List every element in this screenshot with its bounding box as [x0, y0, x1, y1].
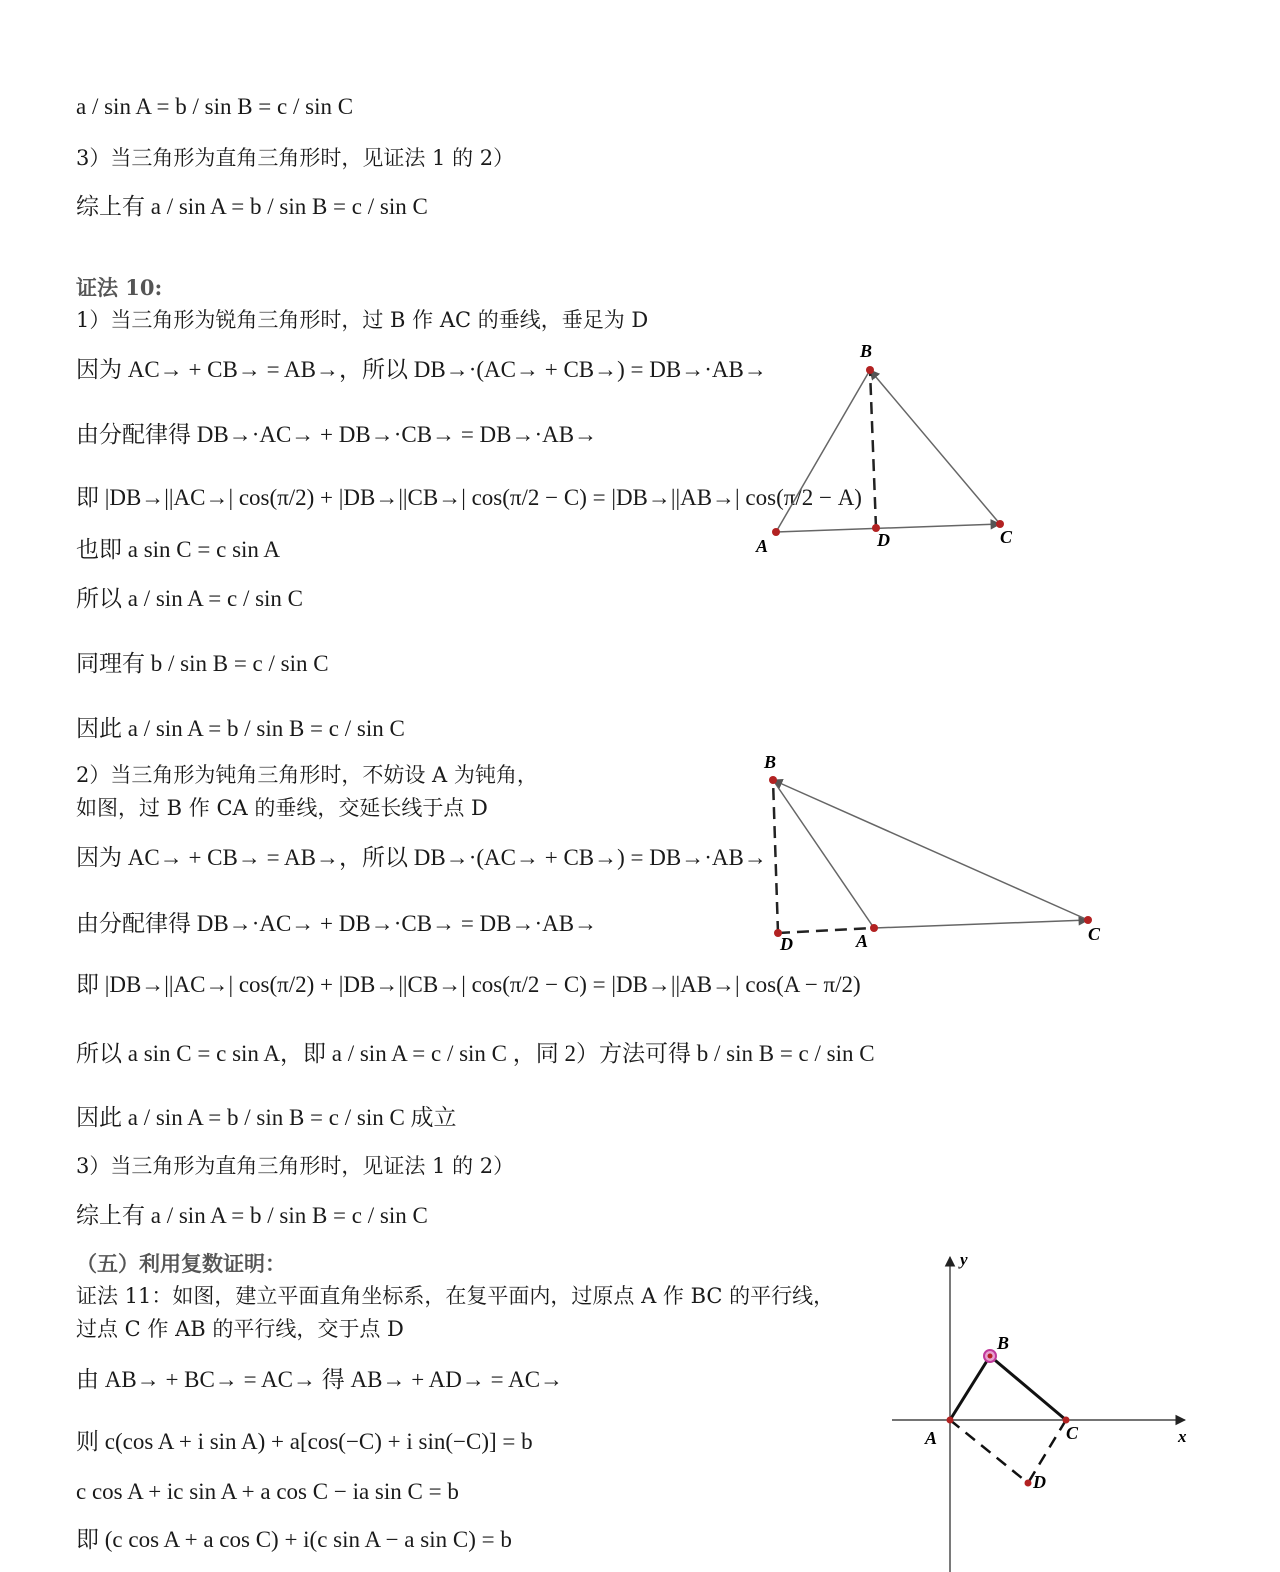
equation-line: c cos A + ic sin A + a cos C − ia sin C = b [76, 1479, 459, 1504]
segment-cb [870, 370, 1000, 524]
label-x: x [1178, 1427, 1187, 1446]
point-b [769, 776, 777, 784]
segment-ad [950, 1420, 1028, 1483]
equation-line: 因此 a / sin A = b / sin B = c / sin C [76, 716, 405, 741]
label-d: D [877, 530, 890, 550]
proof-heading: 证法 10: [76, 275, 163, 300]
point-a [772, 528, 780, 536]
label-b: B [860, 341, 873, 361]
label-b: B [997, 1333, 1010, 1353]
equation-line: 即 (c cos A + a cos C) + i(c sin A − a sin C) = b [76, 1527, 512, 1552]
point-d [1025, 1480, 1032, 1487]
equation-line: 因为 AC→ + CB→ = AB→，所以 DB→·(AC→ + CB→) = DB→·AB→ [76, 357, 767, 382]
label-a: A [856, 931, 869, 951]
equation-line: 所以 a / sin A = c / sin C [76, 586, 304, 611]
altitude-db [773, 780, 778, 933]
label-d: D [780, 934, 793, 954]
equation-line: 因此 a / sin A = b / sin B = c / sin C 成立 [76, 1105, 457, 1130]
segment-bc [990, 1356, 1066, 1420]
label-c: C [1088, 924, 1101, 944]
altitude-db [870, 370, 876, 528]
text-line: 2）当三角形为钝角三角形时，不妨设 A 为钝角， [76, 763, 538, 787]
equation-line: 即 |DB→||AC→| cos(π/2) + |DB→||CB→| cos(π/2 − C) = |DB→||AB→| cos(A − π/2) [76, 972, 861, 997]
point-c [1084, 916, 1092, 924]
segment-ac [874, 920, 1088, 928]
label-d: D [1033, 1472, 1046, 1492]
text-line: 证法 11：如图，建立平面直角坐标系，在复平面内，过原点 A 作 BC 的平行线， [76, 1284, 835, 1308]
equation-line: 所以 a sin C = c sin A，即 a / sin A = c / sin C ，同 2）方法可得 b / sin B = c / sin C [76, 1041, 875, 1066]
equation-line: 由 AB→ + BC→ = AC→ 得 AB→ + AD→ = AC→ [76, 1367, 564, 1392]
point-b [866, 366, 874, 374]
complex-plane-figure [880, 1245, 1200, 1572]
text-line: 3）当三角形为直角三角形时，见证法 1 的 2） [76, 1154, 515, 1178]
text-line: 过点 C 作 AB 的平行线，交于点 D [76, 1317, 404, 1341]
equation-line: 综上有 a / sin A = b / sin B = c / sin C [76, 1203, 428, 1228]
text-line: 3）当三角形为直角三角形时，见证法 1 的 2） [76, 146, 515, 170]
obtuse-triangle-figure [740, 750, 1120, 960]
text-line: 1）当三角形为锐角三角形时，过 B 作 AC 的垂线，垂足为 D [76, 308, 649, 332]
equation-line: 因为 AC→ + CB→ = AB→，所以 DB→·(AC→ + CB→) = DB→·AB→ [76, 845, 767, 870]
acute-triangle-figure [740, 330, 1040, 570]
equation-line: 也即 a sin C = c sin A [76, 537, 281, 562]
label-a: A [925, 1428, 938, 1448]
equation-line: 由分配律得 DB→·AC→ + DB→·CB→ = DB→·AB→ [76, 911, 598, 936]
point-a [947, 1417, 954, 1424]
section-heading: （五）利用复数证明： [76, 1251, 286, 1276]
label-c: C [1066, 1423, 1079, 1443]
label-c: C [1000, 527, 1013, 547]
equation-line: 综上有 a / sin A = b / sin B = c / sin C [76, 194, 428, 219]
point-a [870, 924, 878, 932]
segment-ab [950, 1356, 990, 1420]
equation-line: 则 c(cos A + i sin A) + a[cos(−C) + i sin(−C)] = b [76, 1429, 533, 1454]
label-a: A [756, 536, 769, 556]
point-b-center [988, 1354, 993, 1359]
equation-line: 由分配律得 DB→·AC→ + DB→·CB→ = DB→·AB→ [76, 422, 598, 447]
label-b: B [764, 752, 777, 772]
segment-ab [776, 370, 870, 532]
equation-line: 同理有 b / sin B = c / sin C [76, 651, 329, 676]
label-y: y [960, 1250, 968, 1269]
equation-line: 即 |DB→||AC→| cos(π/2) + |DB→||CB→| cos(π/2 − C) = |DB→||AB→| cos(π/2 − A) [76, 485, 862, 510]
text-line: 如图，过 B 作 CA 的垂线，交延长线于点 D [76, 796, 488, 820]
equation-line: a / sin A = b / sin B = c / sin C [76, 94, 354, 119]
